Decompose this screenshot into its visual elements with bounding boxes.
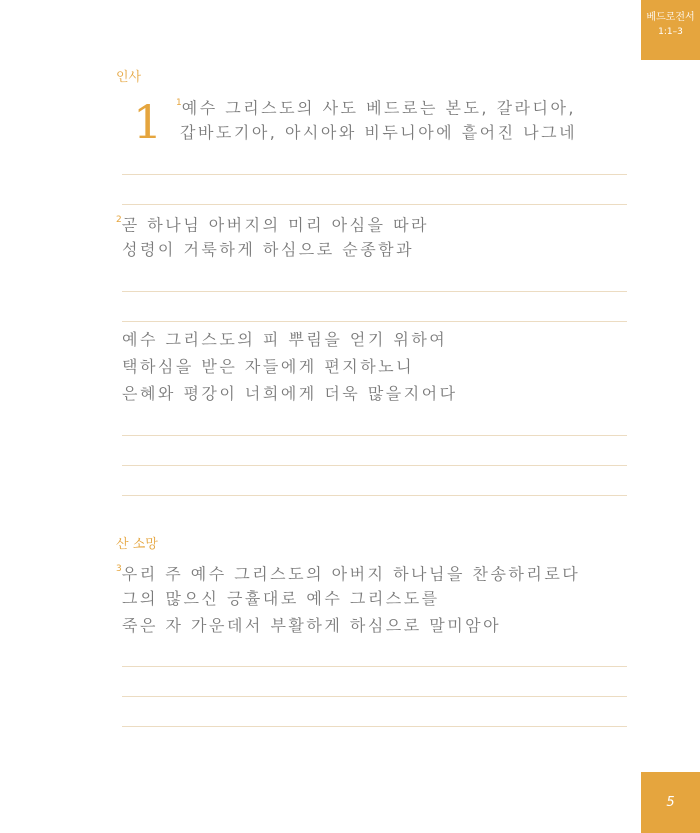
- verse-2c-line-1: 예수 그리스도의 피 뿌림을 얻기 위하여: [122, 330, 448, 349]
- book-title: 베드로전서: [646, 12, 695, 23]
- section-heading-greeting: 인사: [116, 70, 142, 85]
- writing-line: [122, 465, 627, 466]
- verse-number: 3: [116, 564, 122, 574]
- writing-line: [122, 696, 627, 697]
- verse-3-line-2: 그의 많으신 긍휼대로 예수 그리스도를: [122, 589, 440, 608]
- verse-2c-line-2: 택하심을 받은 자들에게 편지하노니: [122, 357, 415, 376]
- book-tab: [641, 0, 700, 60]
- verse-3-line-1: [116, 558, 580, 585]
- verse-number: 1: [176, 98, 182, 108]
- verse-2c-line-3: 은혜와 평강이 너희에게 더욱 많을지어다: [122, 384, 458, 403]
- chapter-number: 1: [133, 95, 163, 149]
- writing-line: [122, 291, 627, 292]
- writing-line: [122, 321, 627, 322]
- writing-line: [122, 435, 627, 436]
- writing-line: [122, 495, 627, 496]
- writing-line: [122, 204, 627, 205]
- verse-2-line-1: [116, 209, 429, 236]
- verse-3-block: [116, 558, 580, 639]
- verse-2-block: [116, 209, 429, 263]
- verse-1-line-2: 갑바도기아, 아시아와 비두니아에 흩어진 나그네: [180, 123, 578, 142]
- verse-2-continuation-block: [122, 326, 458, 407]
- verse-2-line-2: 성령이 거룩하게 하심으로 순종함과: [122, 240, 415, 259]
- writing-line: [122, 174, 627, 175]
- verse-range: 1:1–3: [658, 27, 683, 37]
- verse-1-line-1: [176, 92, 577, 119]
- verse-text: 곧 하나님 아버지의 미리 아심을 따라: [121, 215, 430, 235]
- verse-text: 예수 그리스도의 사도 베드로는 본도, 갈라디아,: [181, 98, 577, 118]
- page-number: 5: [666, 795, 675, 810]
- verse-number: 2: [116, 215, 122, 225]
- verse-3-line-3: 죽은 자 가운데서 부활하게 하심으로 말미암아: [122, 616, 502, 635]
- writing-line: [122, 726, 627, 727]
- page-number-tab: [641, 772, 700, 833]
- verse-text: 우리 주 예수 그리스도의 아버지 하나님을 찬송하리로다: [121, 564, 581, 584]
- writing-line: [122, 666, 627, 667]
- section-heading-living-hope: 산 소망: [116, 537, 158, 552]
- verse-1-block: [176, 92, 577, 146]
